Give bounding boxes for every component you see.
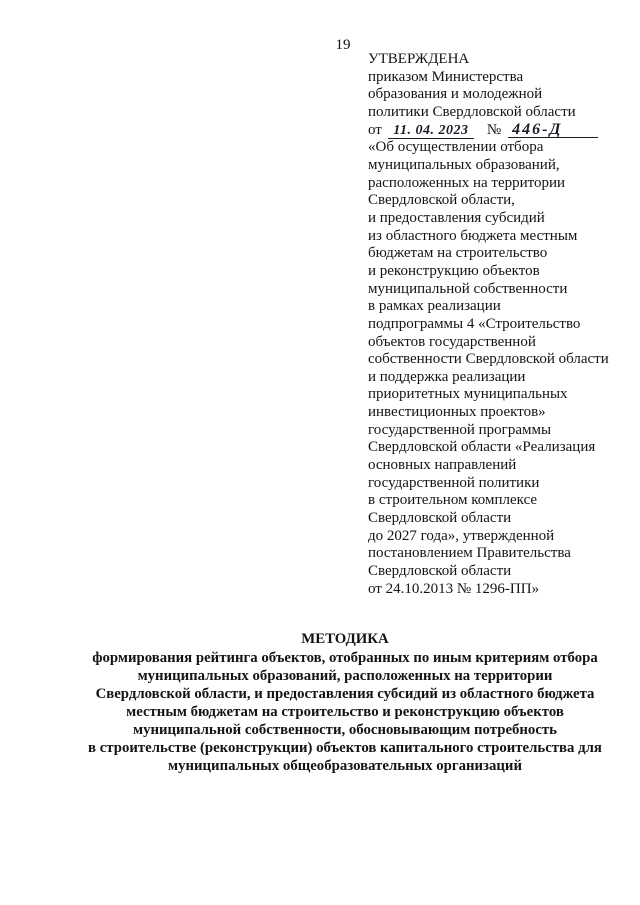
order-line-23: до 2027 года», утвержденной [368, 527, 555, 544]
order-line-26: от 24.10.2013 № 1296-ПП» [368, 580, 540, 597]
subtitle-line-7: муниципальных общеобразовательных организаций [168, 758, 522, 774]
page-number: 19 [335, 37, 351, 53]
approval-header-line-4: политики Свердловской области [368, 103, 576, 120]
subtitle-line-1: формирования рейтинга объектов, отобранных по иным критериям отбора [92, 650, 598, 666]
approval-block [368, 51, 636, 598]
order-line-7: бюджетам на строительство [368, 245, 548, 262]
subtitle-line-6: в строительстве (реконструкции) объектов капитального строительства для [88, 740, 602, 756]
order-line-17: государственной программы [368, 421, 552, 438]
order-line-21: в строительном комплексе [368, 492, 538, 509]
order-line-22: Свердловской области [368, 510, 512, 527]
subtitle-line-5: муниципальной собственности, обосновывающим потребность [133, 722, 557, 738]
order-line-11: подпрограммы 4 «Строительство [368, 315, 581, 332]
order-line-12: объектов государственной [368, 333, 536, 350]
order-line-5: и предоставления субсидий [368, 209, 545, 226]
subtitle-line-3: Свердловской области, и предоставления субсидий из областного бюджета [95, 686, 595, 702]
order-line-1: «Об осуществлении отбора [368, 139, 544, 156]
order-line-6: из областного бюджета местным [368, 227, 578, 244]
order-line-3: расположенных на территории [368, 174, 566, 191]
document-subtitle [50, 649, 640, 775]
handwritten-number: 446-Д [512, 120, 563, 138]
order-line-25: Свердловской области [368, 563, 512, 580]
order-line-4: Свердловской области, [368, 192, 515, 209]
subtitle-line-2: муниципальных образований, расположенных на территории [137, 668, 553, 684]
order-line-24: постановлением Правительства [368, 545, 571, 562]
subtitle-line-4: местным бюджетам на строительство и реконструкцию объектов [126, 704, 564, 720]
order-line-14: и поддержка реализации [368, 368, 526, 385]
approval-header-line-2: приказом Министерства [368, 68, 524, 85]
handwritten-date: 11. 04. 2023 [393, 122, 469, 138]
order-line-9: муниципальной собственности [368, 280, 568, 297]
order-line-15: приоритетных муниципальных [368, 386, 568, 403]
date-prefix: от [368, 121, 382, 138]
handwritten-date-field [388, 123, 474, 139]
order-line-20: государственной политики [368, 474, 540, 491]
order-line-18: Свердловской области «Реализация [368, 439, 596, 456]
order-line-16: инвестиционных проектов» [368, 404, 546, 421]
order-line-19: основных направлений [368, 457, 517, 474]
order-line-13: собственности Свердловской области [368, 351, 609, 368]
document-title: МЕТОДИКА [301, 631, 389, 647]
order-line-2: муниципальных образований, [368, 156, 560, 173]
approval-header-line-1: УТВЕРЖДЕНА [368, 51, 470, 67]
approval-header-line-3: образования и молодежной [368, 86, 543, 103]
order-line-10: в рамках реализации [368, 298, 501, 315]
approval-date-line [368, 122, 636, 140]
number-sign: № [486, 121, 502, 138]
order-line-8: и реконструкцию объектов [368, 262, 540, 279]
handwritten-number-field [508, 122, 598, 138]
